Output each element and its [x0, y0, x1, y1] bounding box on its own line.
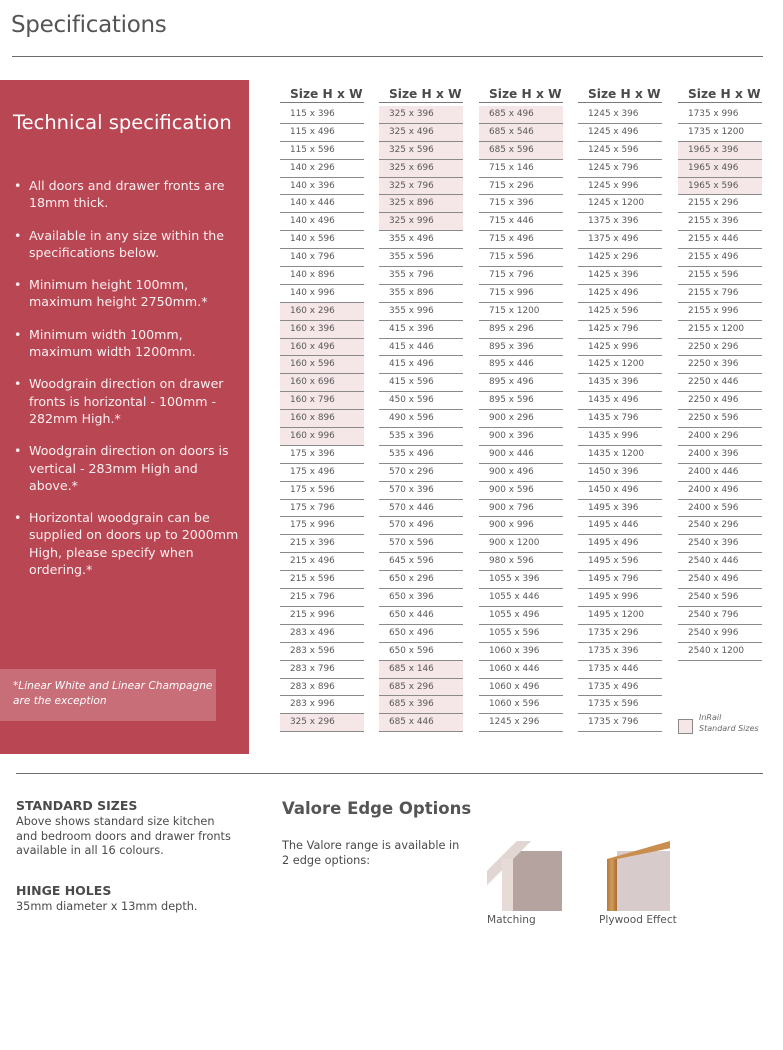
size-cell: 715 x 396 — [479, 195, 563, 213]
size-cell: 715 x 1200 — [479, 303, 563, 321]
column-header: Size H x W — [479, 86, 563, 103]
size-cell: 1055 x 446 — [479, 589, 563, 607]
bullet-icon: • — [14, 443, 22, 459]
spec-item-text: Woodgrain direction on doors is vertical - 283mm High and above.* — [29, 443, 229, 493]
size-cell: 140 x 996 — [280, 285, 364, 303]
spec-item-text: All doors and drawer fronts are 18mm thick. — [29, 178, 225, 211]
size-cell-inrail: 160 x 596 — [280, 356, 364, 374]
size-cell-inrail: 325 x 796 — [379, 178, 463, 196]
size-column-1 — [280, 86, 364, 732]
size-cell: 895 x 446 — [479, 356, 563, 374]
size-cell: 650 x 596 — [379, 643, 463, 661]
bullet-icon: • — [14, 277, 22, 293]
hinge-holes-text: 35mm diameter x 13mm depth. — [16, 900, 198, 913]
size-cell: 2155 x 996 — [678, 303, 762, 321]
size-cell: 2155 x 496 — [678, 249, 762, 267]
size-cell: 140 x 446 — [280, 195, 364, 213]
size-cell: 2155 x 796 — [678, 285, 762, 303]
size-cell: 1245 x 1200 — [578, 195, 662, 213]
size-cell: 1055 x 596 — [479, 625, 563, 643]
size-cell: 1245 x 496 — [578, 124, 662, 142]
size-cell: 1735 x 496 — [578, 679, 662, 697]
size-cell: 415 x 596 — [379, 374, 463, 392]
size-cell-inrail: 325 x 396 — [379, 106, 463, 124]
spec-item — [13, 227, 243, 262]
size-cell-inrail: 685 x 296 — [379, 679, 463, 697]
edge-options-brand: Valore — [282, 799, 342, 818]
size-cell: 1495 x 796 — [578, 571, 662, 589]
size-cell: 1060 x 446 — [479, 661, 563, 679]
size-cell: 2250 x 496 — [678, 392, 762, 410]
size-cell: 900 x 296 — [479, 410, 563, 428]
size-cell: 895 x 596 — [479, 392, 563, 410]
size-cell: 1425 x 496 — [578, 285, 662, 303]
size-cell: 535 x 496 — [379, 446, 463, 464]
size-cell: 140 x 496 — [280, 213, 364, 231]
size-cell: 900 x 796 — [479, 500, 563, 518]
size-cell: 490 x 596 — [379, 410, 463, 428]
matching-edge-swatch-image — [487, 841, 562, 911]
size-cell: 895 x 496 — [479, 374, 563, 392]
standard-sizes-heading: STANDARD SIZES — [16, 798, 138, 813]
technical-specification-heading: Technical specification — [13, 111, 232, 134]
size-cell: 1495 x 446 — [578, 517, 662, 535]
spec-item — [13, 276, 243, 311]
size-cell: 1425 x 996 — [578, 339, 662, 357]
size-cell-inrail: 325 x 296 — [280, 714, 364, 732]
technical-specification-list — [13, 177, 243, 593]
bullet-icon: • — [14, 178, 22, 193]
size-cell: 215 x 996 — [280, 607, 364, 625]
size-cell: 2540 x 996 — [678, 625, 762, 643]
size-cell: 895 x 396 — [479, 339, 563, 357]
size-cell: 2250 x 396 — [678, 356, 762, 374]
size-cell: 2155 x 396 — [678, 213, 762, 231]
size-cell: 415 x 396 — [379, 321, 463, 339]
size-cell: 1735 x 596 — [578, 696, 662, 714]
size-cell: 115 x 496 — [280, 124, 364, 142]
spec-item-text: Available in any size within the specifications below. — [29, 227, 224, 260]
size-cell: 2155 x 1200 — [678, 321, 762, 339]
size-cell: 215 x 596 — [280, 571, 364, 589]
size-cell: 900 x 446 — [479, 446, 563, 464]
size-cell: 175 x 496 — [280, 464, 364, 482]
section-divider — [16, 773, 763, 774]
size-cell: 535 x 396 — [379, 428, 463, 446]
size-cell: 1245 x 596 — [578, 142, 662, 160]
size-cell: 570 x 446 — [379, 500, 463, 518]
size-cell-inrail: 325 x 496 — [379, 124, 463, 142]
size-cell: 650 x 496 — [379, 625, 463, 643]
spec-item — [13, 375, 243, 427]
size-cell: 2400 x 596 — [678, 500, 762, 518]
size-cell: 650 x 446 — [379, 607, 463, 625]
size-cell: 283 x 596 — [280, 643, 364, 661]
technical-specification-panel — [0, 80, 249, 754]
size-cell: 570 x 296 — [379, 464, 463, 482]
size-cell: 2400 x 396 — [678, 446, 762, 464]
size-cell: 1375 x 396 — [578, 213, 662, 231]
size-cell: 1245 x 796 — [578, 160, 662, 178]
size-cell: 2540 x 1200 — [678, 643, 762, 661]
edge-option-label: Matching — [487, 914, 536, 926]
spec-item-text: Woodgrain direction on drawer fronts is horizontal - 100mm - 282mm High.* — [29, 376, 224, 426]
size-cell: 140 x 796 — [280, 249, 364, 267]
legend-label-line1: InRail — [699, 713, 722, 722]
size-cell: 175 x 996 — [280, 517, 364, 535]
size-cell: 1425 x 596 — [578, 303, 662, 321]
size-cell: 2400 x 446 — [678, 464, 762, 482]
size-cell-inrail: 160 x 396 — [280, 321, 364, 339]
size-cell: 1245 x 396 — [578, 106, 662, 124]
column-header: Size H x W — [379, 86, 463, 103]
size-cell: 645 x 596 — [379, 553, 463, 571]
edge-options-text: The Valore range is available in 2 edge options: — [282, 839, 460, 867]
size-cell: 2400 x 496 — [678, 482, 762, 500]
size-cell: 2250 x 596 — [678, 410, 762, 428]
size-cell: 715 x 996 — [479, 285, 563, 303]
size-column-4 — [578, 86, 662, 732]
column-header: Size H x W — [678, 86, 762, 103]
edge-option-plywood — [599, 841, 699, 926]
size-cell: 175 x 796 — [280, 500, 364, 518]
column-header: Size H x W — [280, 86, 364, 103]
size-cell: 570 x 396 — [379, 482, 463, 500]
size-cell: 215 x 496 — [280, 553, 364, 571]
size-cell: 1055 x 396 — [479, 571, 563, 589]
spec-item-text: Horizontal woodgrain can be supplied on doors up to 2000mm High, please specify when ordering.* — [29, 510, 239, 578]
bullet-icon: • — [14, 510, 22, 526]
size-cell: 570 x 496 — [379, 517, 463, 535]
size-cell: 355 x 996 — [379, 303, 463, 321]
bullet-icon: • — [14, 326, 22, 342]
size-cell: 650 x 396 — [379, 589, 463, 607]
size-cell: 715 x 146 — [479, 160, 563, 178]
hinge-holes-heading: HINGE HOLES — [16, 883, 112, 898]
size-cell-inrail: 685 x 146 — [379, 661, 463, 679]
spec-item — [13, 177, 243, 212]
plywood-edge-swatch-image — [595, 841, 670, 911]
size-cell: 1245 x 296 — [479, 714, 563, 732]
size-column-2 — [379, 86, 463, 732]
size-cell: 900 x 1200 — [479, 535, 563, 553]
size-cell: 1450 x 496 — [578, 482, 662, 500]
bullet-icon: • — [14, 227, 22, 243]
size-cell: 355 x 896 — [379, 285, 463, 303]
standard-sizes-text: Above shows standard size kitchen and bedroom doors and drawer fronts available in all 16 colours. — [16, 815, 231, 857]
size-cell: 283 x 996 — [280, 696, 364, 714]
size-cell: 2155 x 296 — [678, 195, 762, 213]
size-cell: 175 x 396 — [280, 446, 364, 464]
size-cell: 1735 x 296 — [578, 625, 662, 643]
size-cell-inrail: 160 x 296 — [280, 303, 364, 321]
size-cell: 895 x 296 — [479, 321, 563, 339]
size-cell: 1495 x 496 — [578, 535, 662, 553]
size-column-5 — [678, 86, 762, 661]
size-cell: 1425 x 1200 — [578, 356, 662, 374]
size-cell-inrail: 160 x 896 — [280, 410, 364, 428]
size-cell-inrail: 160 x 696 — [280, 374, 364, 392]
legend-label-line2: Standard Sizes — [699, 724, 759, 733]
spec-item — [13, 326, 243, 361]
size-cell: 140 x 396 — [280, 178, 364, 196]
size-cell: 1245 x 996 — [578, 178, 662, 196]
size-cell-inrail: 325 x 696 — [379, 160, 463, 178]
size-cell: 1425 x 796 — [578, 321, 662, 339]
footnote-box — [0, 669, 216, 721]
size-cell: 715 x 796 — [479, 267, 563, 285]
size-cell: 1435 x 396 — [578, 374, 662, 392]
inrail-legend — [678, 712, 783, 740]
size-cell: 2540 x 596 — [678, 589, 762, 607]
size-cell: 283 x 796 — [280, 661, 364, 679]
size-column-3 — [479, 86, 563, 732]
size-cell: 1435 x 1200 — [578, 446, 662, 464]
size-cell: 570 x 596 — [379, 535, 463, 553]
size-cell-inrail: 685 x 596 — [479, 142, 563, 160]
size-cell: 2540 x 396 — [678, 535, 762, 553]
size-cell: 1495 x 996 — [578, 589, 662, 607]
size-cell: 1060 x 496 — [479, 679, 563, 697]
size-cell: 2250 x 296 — [678, 339, 762, 357]
size-cell: 1495 x 396 — [578, 500, 662, 518]
edge-option-label: Plywood Effect — [599, 914, 677, 926]
size-cell-inrail: 685 x 546 — [479, 124, 563, 142]
title-divider — [12, 56, 763, 57]
size-cell-inrail: 160 x 496 — [280, 339, 364, 357]
size-cell: 115 x 596 — [280, 142, 364, 160]
spec-item-text: Minimum height 100mm, maximum height 2750mm.* — [29, 277, 208, 310]
size-cell: 1055 x 496 — [479, 607, 563, 625]
size-cell: 1425 x 396 — [578, 267, 662, 285]
size-cell: 140 x 896 — [280, 267, 364, 285]
size-cell-inrail: 325 x 996 — [379, 213, 463, 231]
size-cell: 1435 x 796 — [578, 410, 662, 428]
size-cell: 900 x 396 — [479, 428, 563, 446]
size-cell: 2250 x 446 — [678, 374, 762, 392]
size-cell-inrail: 1965 x 596 — [678, 178, 762, 196]
size-cell: 215 x 796 — [280, 589, 364, 607]
size-cell: 1735 x 996 — [678, 106, 762, 124]
size-cell-inrail: 325 x 596 — [379, 142, 463, 160]
size-cell: 1060 x 396 — [479, 643, 563, 661]
size-cell: 2400 x 296 — [678, 428, 762, 446]
size-cell: 1435 x 996 — [578, 428, 662, 446]
column-header: Size H x W — [578, 86, 662, 103]
size-cell: 980 x 596 — [479, 553, 563, 571]
size-cell-inrail: 1965 x 396 — [678, 142, 762, 160]
size-cell: 1060 x 596 — [479, 696, 563, 714]
size-cell: 283 x 496 — [280, 625, 364, 643]
edge-options-heading — [282, 799, 471, 818]
size-cell: 215 x 396 — [280, 535, 364, 553]
size-cell: 1495 x 1200 — [578, 607, 662, 625]
page-title: Specifications — [11, 12, 167, 38]
size-cell: 2155 x 596 — [678, 267, 762, 285]
size-cell: 283 x 896 — [280, 679, 364, 697]
size-cell: 115 x 396 — [280, 106, 364, 124]
spec-item-text: Minimum width 100mm, maximum width 1200mm. — [29, 326, 196, 360]
size-cell: 1735 x 446 — [578, 661, 662, 679]
size-cell-inrail: 685 x 446 — [379, 714, 463, 732]
size-cell: 140 x 596 — [280, 231, 364, 249]
size-cell: 1735 x 1200 — [678, 124, 762, 142]
size-cell: 900 x 596 — [479, 482, 563, 500]
size-cell: 415 x 496 — [379, 356, 463, 374]
size-cell: 715 x 446 — [479, 213, 563, 231]
size-cell: 1425 x 296 — [578, 249, 662, 267]
size-cell: 2540 x 446 — [678, 553, 762, 571]
size-cell: 175 x 596 — [280, 482, 364, 500]
size-cell: 355 x 796 — [379, 267, 463, 285]
size-cell: 900 x 496 — [479, 464, 563, 482]
size-cell: 1375 x 496 — [578, 231, 662, 249]
size-cell: 2540 x 796 — [678, 607, 762, 625]
size-cell: 2540 x 296 — [678, 517, 762, 535]
spec-item — [13, 442, 243, 494]
size-cell: 715 x 496 — [479, 231, 563, 249]
bullet-icon: • — [14, 376, 22, 392]
size-cell-inrail: 685 x 396 — [379, 696, 463, 714]
footnote-text: *Linear White and Linear Champagne are the exception — [13, 680, 213, 707]
size-cell: 715 x 296 — [479, 178, 563, 196]
size-cell: 355 x 496 — [379, 231, 463, 249]
size-cell-inrail: 160 x 796 — [280, 392, 364, 410]
size-cell: 900 x 996 — [479, 517, 563, 535]
spec-item — [13, 509, 243, 578]
size-cell: 140 x 296 — [280, 160, 364, 178]
size-cell-inrail: 1965 x 496 — [678, 160, 762, 178]
size-cell: 355 x 596 — [379, 249, 463, 267]
size-cell-inrail: 325 x 896 — [379, 195, 463, 213]
size-cell-inrail: 685 x 496 — [479, 106, 563, 124]
size-cell: 1450 x 396 — [578, 464, 662, 482]
size-cell: 650 x 296 — [379, 571, 463, 589]
size-cell: 1495 x 596 — [578, 553, 662, 571]
size-cell: 415 x 446 — [379, 339, 463, 357]
size-cell: 450 x 596 — [379, 392, 463, 410]
size-cell: 2540 x 496 — [678, 571, 762, 589]
size-cell: 1735 x 396 — [578, 643, 662, 661]
size-cell: 1435 x 496 — [578, 392, 662, 410]
inrail-swatch-icon — [678, 719, 693, 734]
size-cell-inrail: 160 x 996 — [280, 428, 364, 446]
edge-option-matching — [487, 841, 587, 926]
size-cell: 715 x 596 — [479, 249, 563, 267]
size-cell: 2155 x 446 — [678, 231, 762, 249]
size-cell: 1735 x 796 — [578, 714, 662, 732]
edge-options-title: Edge Options — [341, 799, 472, 818]
legend-label — [699, 712, 783, 734]
